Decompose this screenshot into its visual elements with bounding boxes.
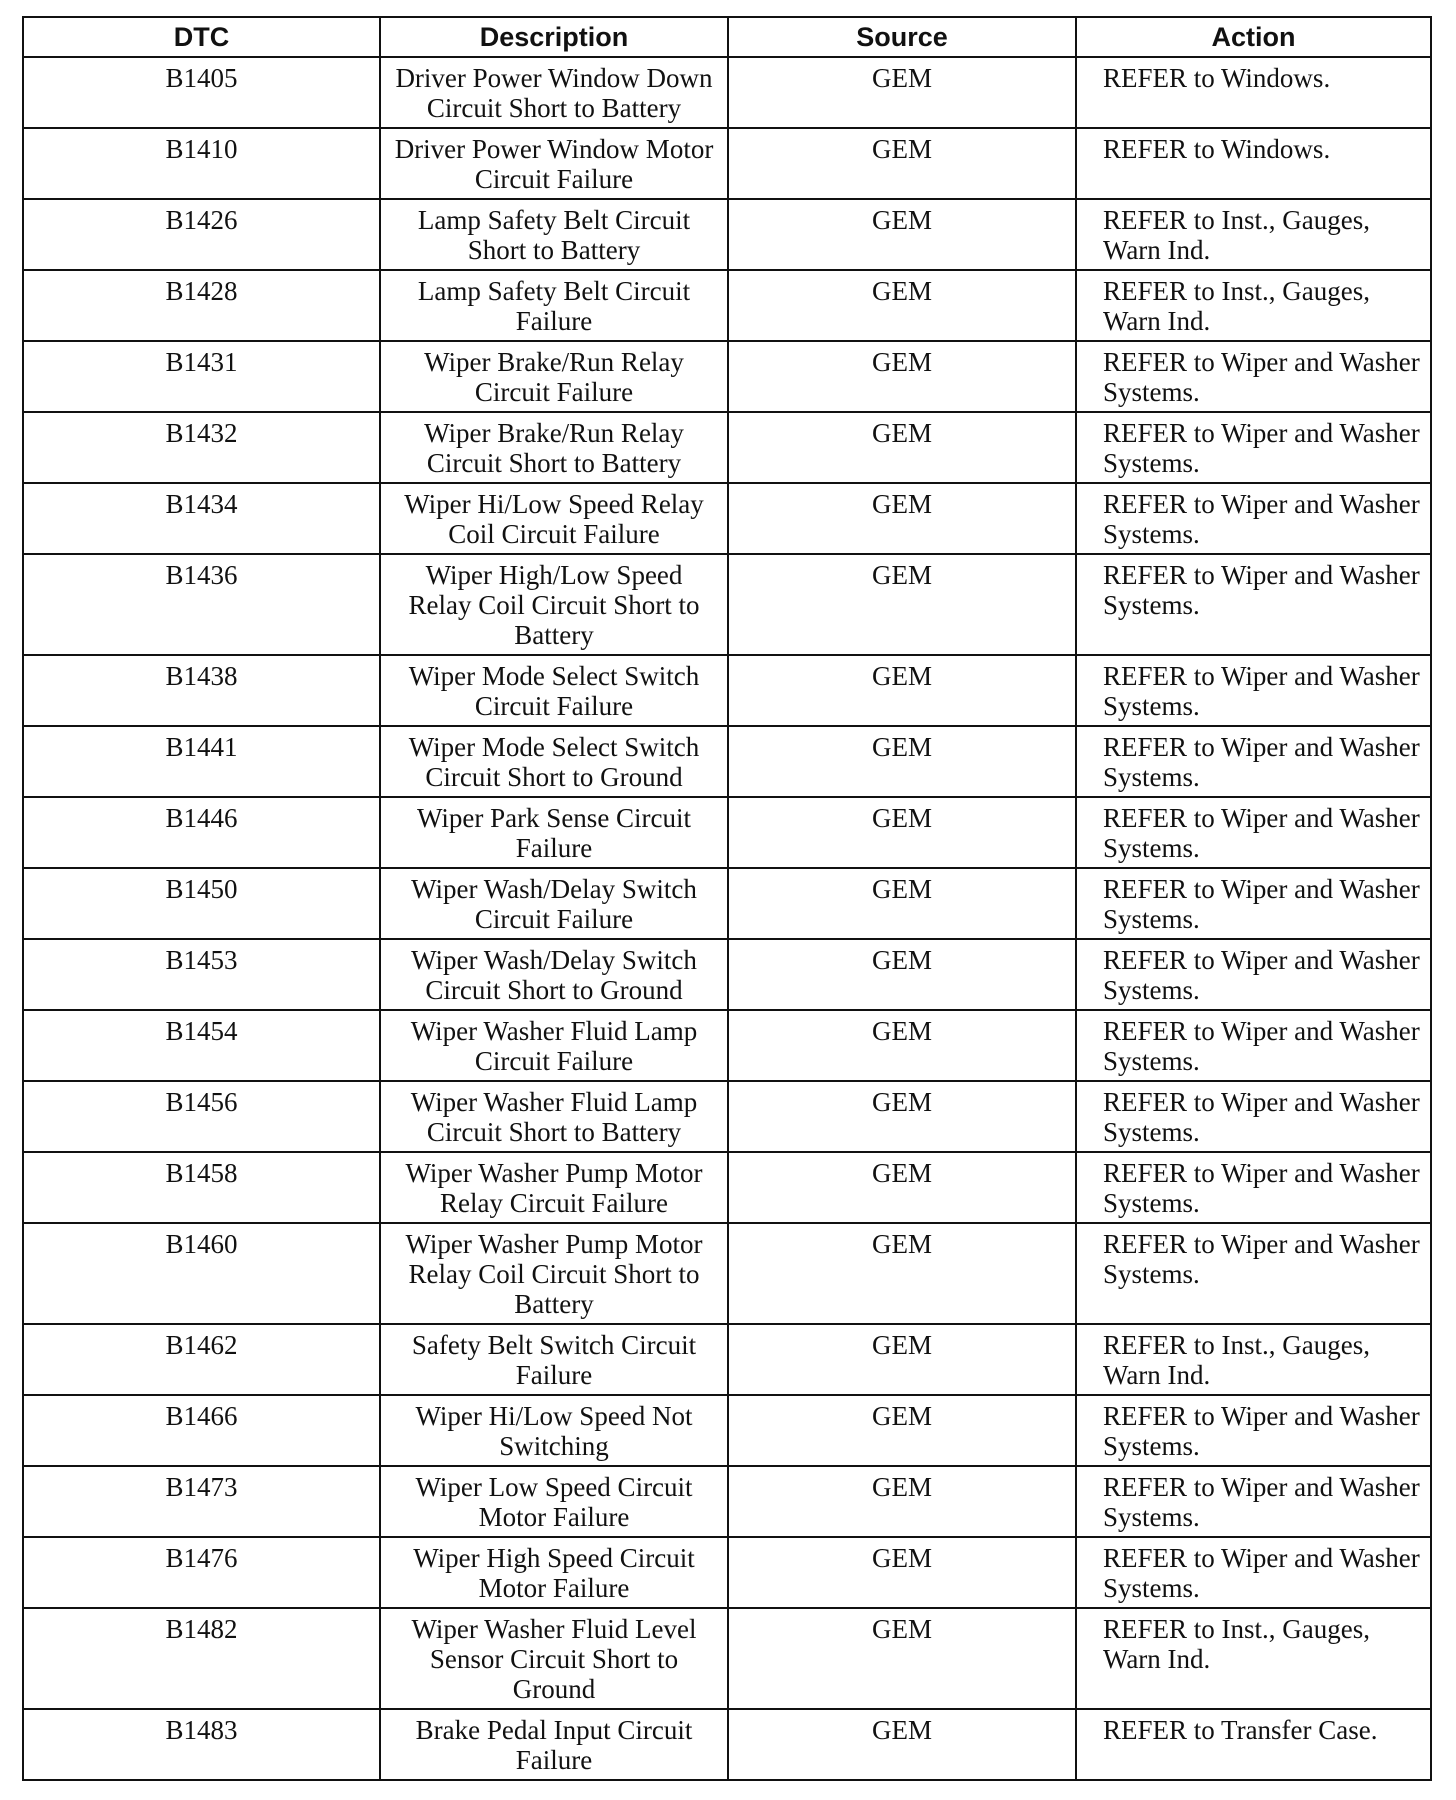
dtc-action: REFER to Wiper and Washer Systems. — [1076, 341, 1431, 412]
dtc-source: GEM — [728, 726, 1076, 797]
dtc-source: GEM — [728, 270, 1076, 341]
table-row — [23, 1395, 1431, 1466]
dtc-description: Wiper High/Low Speed Relay Coil Circuit Short to Battery — [380, 554, 728, 655]
dtc-action: REFER to Inst., Gauges, Warn Ind. — [1076, 1608, 1431, 1709]
dtc-source: GEM — [728, 1081, 1076, 1152]
table-row — [23, 199, 1431, 270]
dtc-source: GEM — [728, 199, 1076, 270]
dtc-code: B1462 — [23, 1324, 380, 1395]
dtc-source: GEM — [728, 341, 1076, 412]
dtc-action: REFER to Wiper and Washer Systems. — [1076, 1223, 1431, 1324]
dtc-action: REFER to Wiper and Washer Systems. — [1076, 1152, 1431, 1223]
table-row — [23, 939, 1431, 1010]
dtc-description: Safety Belt Switch Circuit Failure — [380, 1324, 728, 1395]
dtc-code: B1432 — [23, 412, 380, 483]
dtc-description: Wiper Washer Fluid Lamp Circuit Short to Battery — [380, 1081, 728, 1152]
dtc-description: Driver Power Window Motor Circuit Failure — [380, 128, 728, 199]
table-row — [23, 57, 1431, 128]
dtc-action: REFER to Wiper and Washer Systems. — [1076, 412, 1431, 483]
dtc-action: REFER to Wiper and Washer Systems. — [1076, 939, 1431, 1010]
dtc-action: REFER to Wiper and Washer Systems. — [1076, 483, 1431, 554]
dtc-description: Driver Power Window Down Circuit Short to Battery — [380, 57, 728, 128]
table-row — [23, 128, 1431, 199]
table-row — [23, 270, 1431, 341]
dtc-code: B1436 — [23, 554, 380, 655]
dtc-action: REFER to Wiper and Washer Systems. — [1076, 1537, 1431, 1608]
dtc-source: GEM — [728, 868, 1076, 939]
table-row — [23, 1608, 1431, 1709]
dtc-source: GEM — [728, 57, 1076, 128]
header-action: Action — [1076, 17, 1431, 57]
dtc-code: B1466 — [23, 1395, 380, 1466]
dtc-code: B1428 — [23, 270, 380, 341]
dtc-source: GEM — [728, 655, 1076, 726]
table-row — [23, 1081, 1431, 1152]
dtc-source: GEM — [728, 1466, 1076, 1537]
dtc-description: Brake Pedal Input Circuit Failure — [380, 1709, 728, 1780]
dtc-source: GEM — [728, 1324, 1076, 1395]
dtc-code: B1438 — [23, 655, 380, 726]
dtc-code: B1410 — [23, 128, 380, 199]
dtc-description: Wiper Washer Fluid Lamp Circuit Failure — [380, 1010, 728, 1081]
dtc-description: Wiper Washer Pump Motor Relay Coil Circuit Short to Battery — [380, 1223, 728, 1324]
header-source: Source — [728, 17, 1076, 57]
dtc-code: B1405 — [23, 57, 380, 128]
dtc-action: REFER to Wiper and Washer Systems. — [1076, 1010, 1431, 1081]
dtc-action: REFER to Inst., Gauges, Warn Ind. — [1076, 1324, 1431, 1395]
table-row — [23, 868, 1431, 939]
table-row — [23, 655, 1431, 726]
table-row — [23, 1223, 1431, 1324]
dtc-source: GEM — [728, 412, 1076, 483]
dtc-code: B1441 — [23, 726, 380, 797]
dtc-code: B1431 — [23, 341, 380, 412]
dtc-code: B1460 — [23, 1223, 380, 1324]
table-row — [23, 554, 1431, 655]
dtc-source: GEM — [728, 939, 1076, 1010]
dtc-action: REFER to Inst., Gauges, Warn Ind. — [1076, 270, 1431, 341]
dtc-code: B1473 — [23, 1466, 380, 1537]
table-row — [23, 412, 1431, 483]
dtc-action: REFER to Inst., Gauges, Warn Ind. — [1076, 199, 1431, 270]
dtc-source: GEM — [728, 128, 1076, 199]
dtc-source: GEM — [728, 797, 1076, 868]
dtc-action: REFER to Wiper and Washer Systems. — [1076, 797, 1431, 868]
table-row — [23, 1324, 1431, 1395]
dtc-description: Wiper High Speed Circuit Motor Failure — [380, 1537, 728, 1608]
dtc-code: B1426 — [23, 199, 380, 270]
table-row — [23, 726, 1431, 797]
dtc-action: REFER to Wiper and Washer Systems. — [1076, 554, 1431, 655]
dtc-action: REFER to Windows. — [1076, 128, 1431, 199]
dtc-code: B1450 — [23, 868, 380, 939]
dtc-description: Wiper Park Sense Circuit Failure — [380, 797, 728, 868]
dtc-code: B1446 — [23, 797, 380, 868]
dtc-source: GEM — [728, 1395, 1076, 1466]
dtc-code: B1456 — [23, 1081, 380, 1152]
table-row — [23, 1537, 1431, 1608]
dtc-description: Wiper Brake/Run Relay Circuit Short to Battery — [380, 412, 728, 483]
dtc-source: GEM — [728, 1223, 1076, 1324]
dtc-description: Wiper Hi/Low Speed Relay Coil Circuit Failure — [380, 483, 728, 554]
dtc-description: Lamp Safety Belt Circuit Failure — [380, 270, 728, 341]
dtc-source: GEM — [728, 554, 1076, 655]
header-description: Description — [380, 17, 728, 57]
dtc-code: B1458 — [23, 1152, 380, 1223]
dtc-source: GEM — [728, 1709, 1076, 1780]
table-row — [23, 1466, 1431, 1537]
dtc-action: REFER to Transfer Case. — [1076, 1709, 1431, 1780]
dtc-action: REFER to Wiper and Washer Systems. — [1076, 1081, 1431, 1152]
dtc-description: Wiper Wash/Delay Switch Circuit Failure — [380, 868, 728, 939]
dtc-action: REFER to Wiper and Washer Systems. — [1076, 868, 1431, 939]
dtc-source: GEM — [728, 1010, 1076, 1081]
dtc-code: B1434 — [23, 483, 380, 554]
dtc-description: Wiper Wash/Delay Switch Circuit Short to Ground — [380, 939, 728, 1010]
dtc-description: Wiper Washer Pump Motor Relay Circuit Failure — [380, 1152, 728, 1223]
table-header-row — [23, 17, 1431, 57]
table-row — [23, 797, 1431, 868]
dtc-source: GEM — [728, 1152, 1076, 1223]
dtc-source: GEM — [728, 1608, 1076, 1709]
dtc-action: REFER to Wiper and Washer Systems. — [1076, 726, 1431, 797]
dtc-action: REFER to Windows. — [1076, 57, 1431, 128]
dtc-action: REFER to Wiper and Washer Systems. — [1076, 1466, 1431, 1537]
dtc-action: REFER to Wiper and Washer Systems. — [1076, 1395, 1431, 1466]
table-row — [23, 341, 1431, 412]
dtc-description: Wiper Mode Select Switch Circuit Short to Ground — [380, 726, 728, 797]
dtc-description: Wiper Brake/Run Relay Circuit Failure — [380, 341, 728, 412]
dtc-code: B1476 — [23, 1537, 380, 1608]
dtc-source: GEM — [728, 483, 1076, 554]
header-dtc: DTC — [23, 17, 380, 57]
dtc-description: Wiper Mode Select Switch Circuit Failure — [380, 655, 728, 726]
dtc-code: B1482 — [23, 1608, 380, 1709]
dtc-source: GEM — [728, 1537, 1076, 1608]
dtc-description: Wiper Washer Fluid Level Sensor Circuit Short to Ground — [380, 1608, 728, 1709]
dtc-description: Lamp Safety Belt Circuit Short to Battery — [380, 199, 728, 270]
dtc-description: Wiper Low Speed Circuit Motor Failure — [380, 1466, 728, 1537]
table-row — [23, 1010, 1431, 1081]
dtc-code: B1483 — [23, 1709, 380, 1780]
table-row — [23, 483, 1431, 554]
table-row — [23, 1152, 1431, 1223]
dtc-table — [22, 16, 1432, 1781]
dtc-code: B1454 — [23, 1010, 380, 1081]
table-row — [23, 1709, 1431, 1780]
dtc-description: Wiper Hi/Low Speed Not Switching — [380, 1395, 728, 1466]
dtc-code: B1453 — [23, 939, 380, 1010]
dtc-action: REFER to Wiper and Washer Systems. — [1076, 655, 1431, 726]
